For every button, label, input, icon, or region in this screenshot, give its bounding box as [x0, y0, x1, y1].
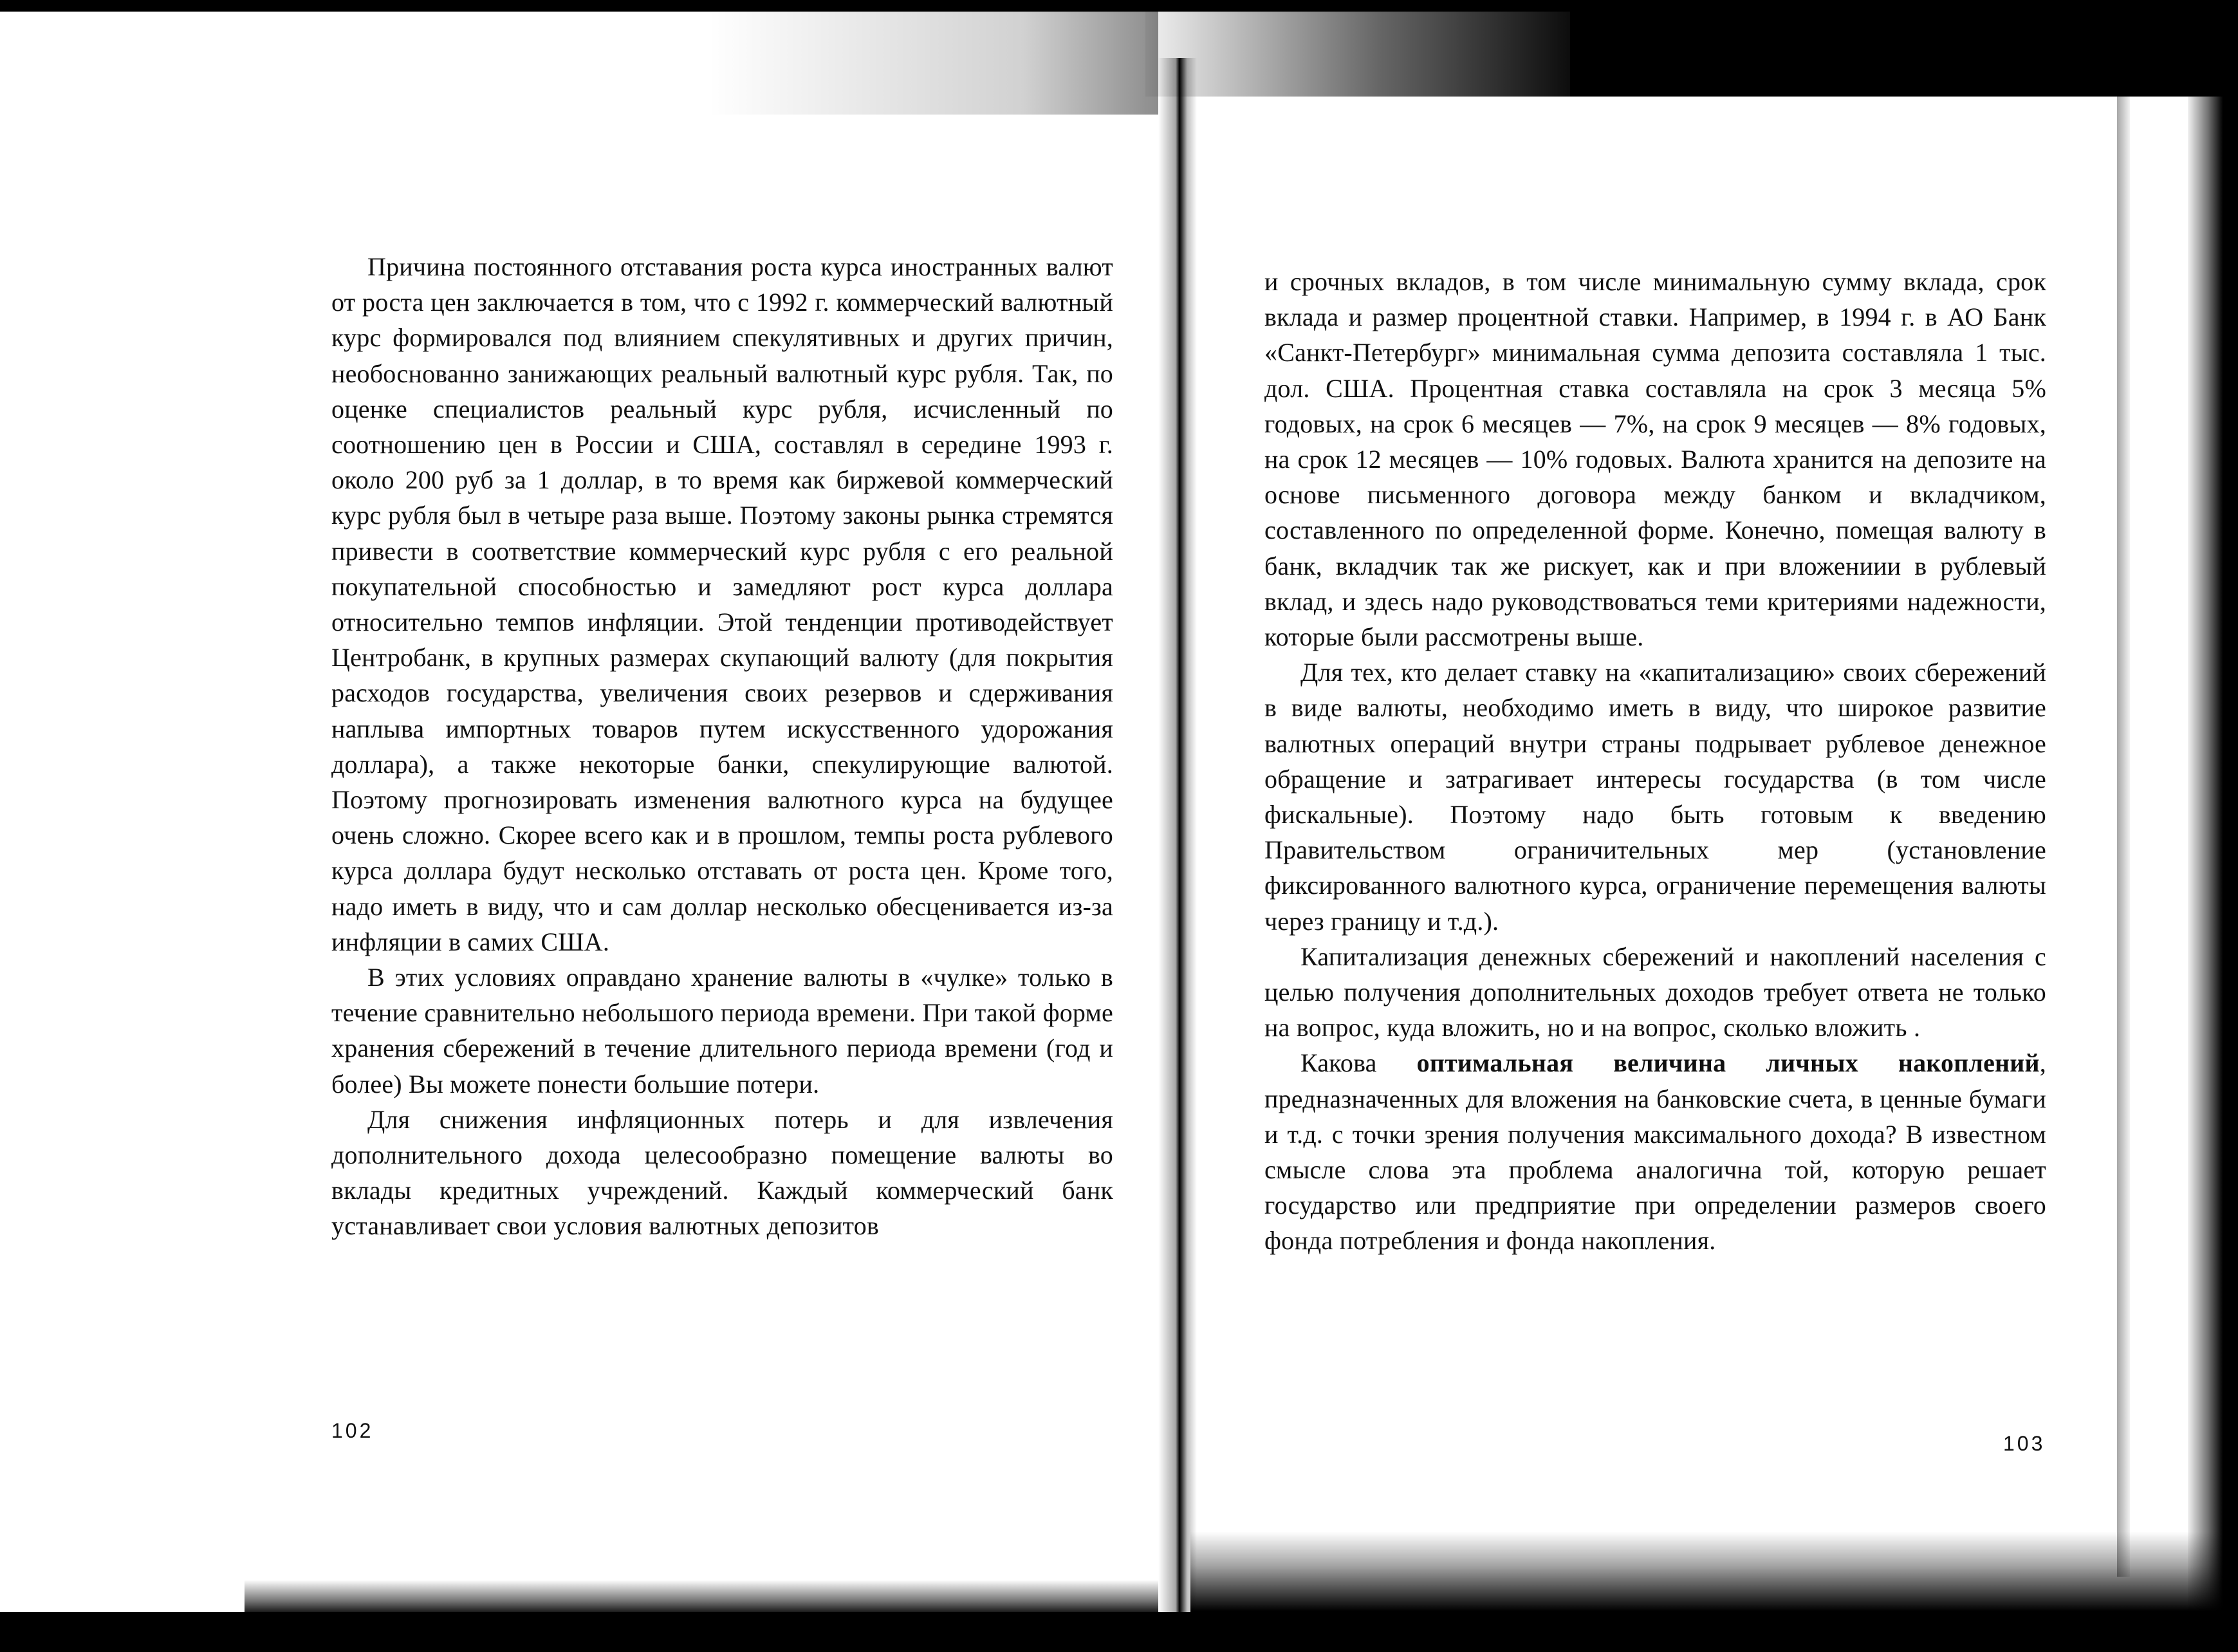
paragraph: Причина постоянного отставания роста курса иностранных валют от роста цен заключается в том, что с 1992 г. коммерческий валютный курс формировался под влиянием спекулятивных и других причин, необоснованно занижающих реальный валютный курс рубля. Так, по оценке специалистов реальный курс рубля, исчисленный по соотношению цен в России и США, составлял в середине 1993 г. около 200 руб за 1 доллар, в то время как биржевой коммерческий курс рубля был в четыре раза выше. Поэтому законы рынка стремятся привести в соответствие коммерческий курс рубля с его реальной покупательной способностью и замедляют рост курса доллара относительно темпов инфляции. Этой тенденции противодействует Центробанк, в крупных размерах скупающий валюту (для покрытия расходов государства, увеличения своих резервов и сдерживания наплыва импортных товаров путем искусственного удорожания доллара), а также некоторые банки, спекулирующие валютой. Поэтому прогнозировать изменения валютного курса на будущее очень сложно. Скорее всего как и в прошлом, темпы роста рублевого курса доллара будут несколько отставать от роста цен. Кроме того, надо иметь в виду, что и сам доллар несколько обесценивается из-за инфляции в самих США. [331, 252, 1113, 956]
paragraph: Для тех, кто делает ставку на «капитализацию» своих сбережений в виде валюты, необходимо иметь в виду, что широкое развитие валютных операций внутри страны подрывает рублевое денежное обращение и затрагивает интересы государства (в том числе фискальные). Поэтому надо быть готовым к введению Правительством ограничительных мер (установление фиксированного валютного курса, ограничение перемещения валюты через границу и т.д.). [1264, 658, 2046, 936]
right-page-text [1264, 264, 2046, 1259]
bold-phrase: оптимальная величина личных накоплений [1416, 1048, 2040, 1078]
paragraph: В этих условиях оправдано хранение валюты в «чулке» только в течение сравнительно небольшого периода времени. При такой форме хранения сбережений в течение длительного периода времени (год и более) Вы можете понести большие потери. [331, 963, 1113, 1099]
paragraph: Для снижения инфляционных потерь и для извлечения дополнительного дохода целесообразно помещение валюты во вклады кредитных учреждений. Каждый коммерческий банк устанавливает свои условия валютных депозитов [331, 1104, 1113, 1241]
left-page-text [331, 249, 1113, 1244]
scan-shadow-bottom-right [1190, 1532, 2238, 1615]
scan-edge-right [2188, 0, 2238, 1652]
scan-shadow-right-inner [2117, 97, 2130, 1577]
page-number: 103 [2003, 1432, 2046, 1455]
book-gutter [1158, 58, 1197, 1615]
scan-edge-top-right [1570, 0, 2238, 97]
paragraph-text: Какова [1300, 1048, 1417, 1078]
scan-shadow-bottom-left [245, 1580, 1158, 1615]
paragraph: и срочных вкладов, в том числе минимальную сумму вклада, срок вклада и размер процентной ставки. Например, в 1994 г. в АО Банк «Санкт-Петербург» минимальная сумма депозита составляла 1 тыс. дол. США. Процентная ставка составляла на срок 3 месяца 5% годовых, на срок 6 месяцев — 7%, на срок 9 месяцев — 8% годовых, на срок 12 месяцев — 10% годовых. Валюта хранится на депозите на основе письменного договора между банком и вкладчиком, составленного по определенной форме. Конечно, помещая валюту в банк, вкладчик так же рискует, как и при вложениии в рублевый вклад, и здесь надо руководствоваться теми критериями надежности, которые были рассмотрены выше. [1264, 267, 2046, 652]
paragraph [1264, 1045, 2046, 1258]
page-number: 102 [331, 1419, 374, 1442]
scan-edge-bottom [0, 1612, 2238, 1652]
scan-shadow-top-middle [1145, 0, 1570, 97]
paragraph-text: , предназначенных для вложения на банковские счета, в ценные бумаги и т.д. с точки зрения получения максимального дохода? В известном смысле слова эта проблема аналогична той, которую решает государство или предприятие при определении размеров своего фонда потребления и фонда накопления. [1264, 1048, 2046, 1256]
scan-shadow-top [708, 12, 1158, 115]
paragraph: Капитализация денежных сбережений и накоплений населения с целью получения дополнительных доходов требует ответа не только на вопрос, куда вложить, но и на вопрос, сколько вложить . [1264, 942, 2046, 1043]
